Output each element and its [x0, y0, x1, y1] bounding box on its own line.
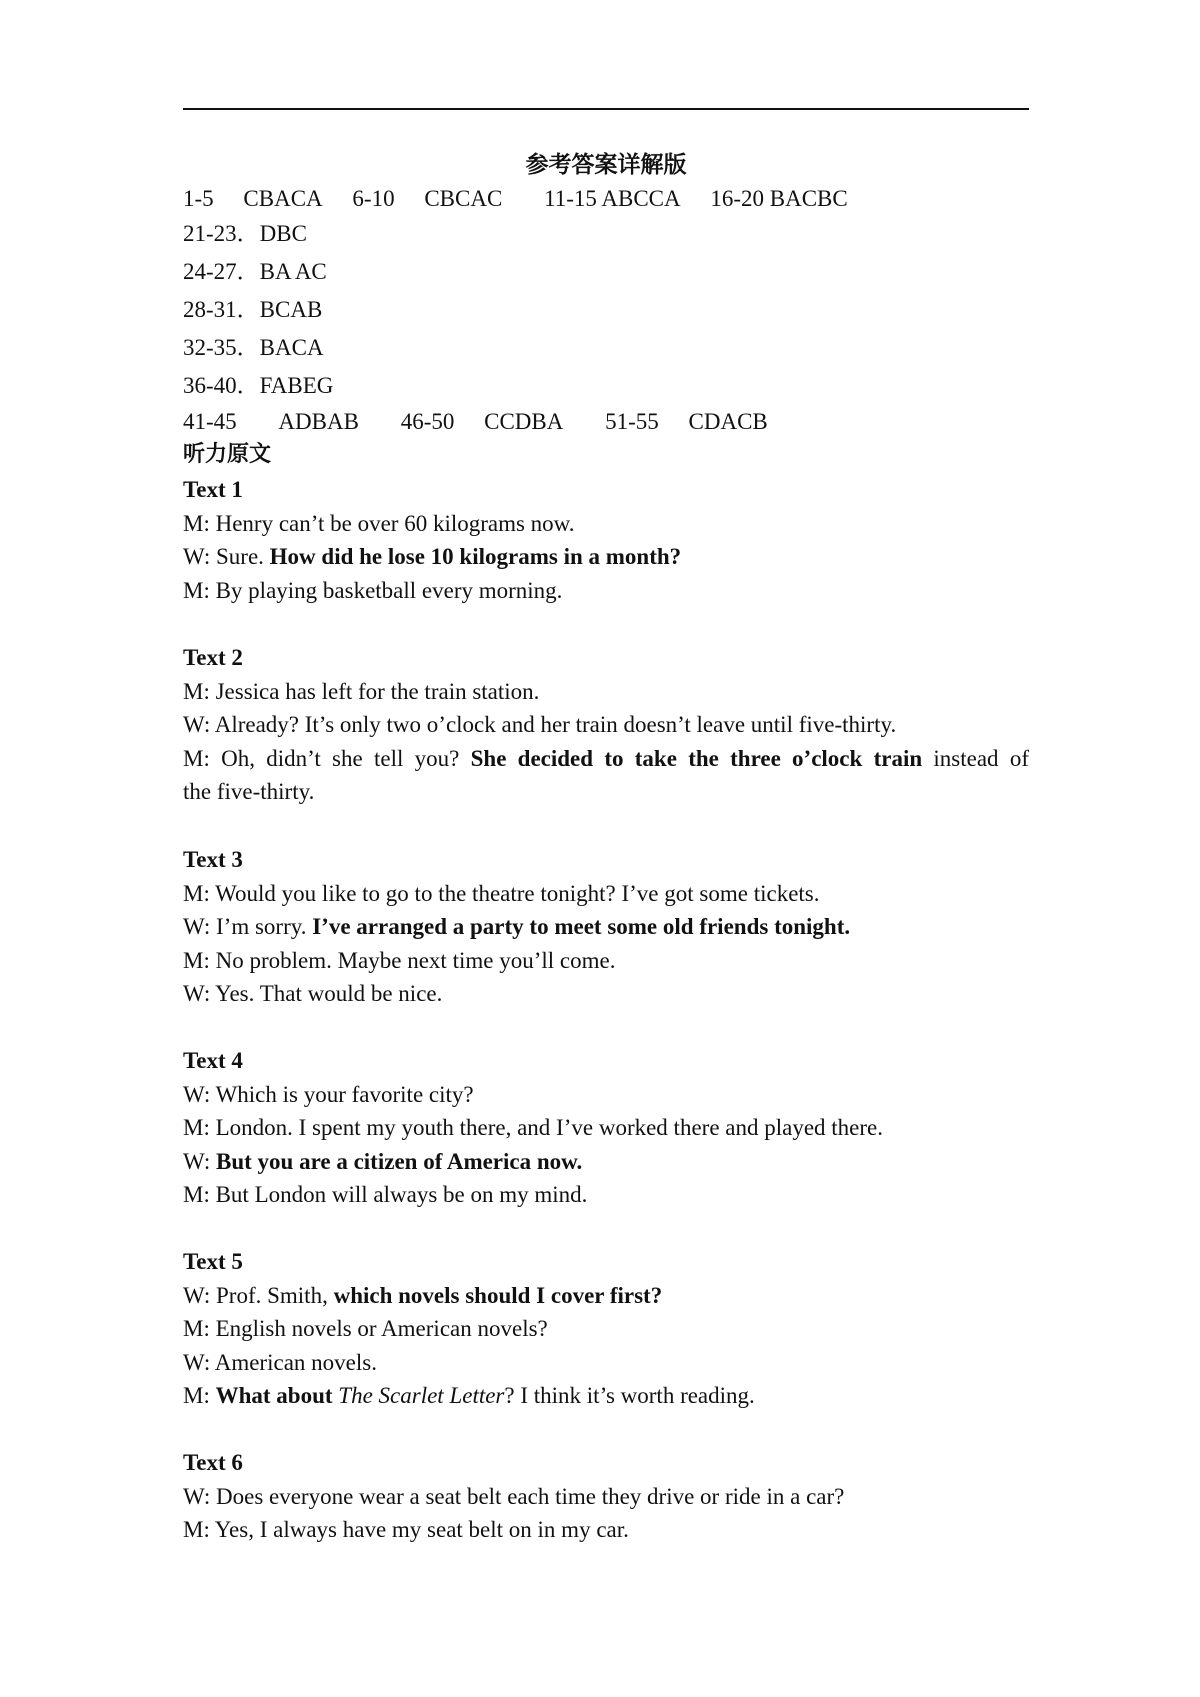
dialogue-text: M: London. I spent my youth there, and I’ve worked there and played there. [183, 1115, 884, 1141]
emphasized-text: What about [215, 1383, 339, 1409]
emphasized-text: She decided to take the three o’clock train [470, 745, 923, 771]
dialogue-line [183, 879, 820, 909]
dialogue-line [183, 542, 681, 572]
dialogue-line [183, 1080, 474, 1110]
text-heading: Text 1 [183, 477, 243, 502]
dialogue-text: W: Yes. That would be nice. [183, 981, 443, 1007]
answer-key: CCDBA [484, 409, 564, 434]
answer-row-6: 36-40．FABEG [183, 373, 334, 398]
dialogue-text: M: English novels or American novels? [183, 1316, 548, 1342]
dialogue-line [183, 1281, 662, 1311]
answer-row-2: 21-23．DBC [183, 221, 307, 246]
listening-heading: 听力原文 [183, 442, 272, 467]
emphasized-text: But you are a citizen of America now. [216, 1148, 583, 1174]
text-heading: Text 5 [183, 1249, 243, 1274]
dialogue-text: M: Henry can’t be over 60 kilograms now. [183, 510, 575, 536]
dialogue-line [183, 1348, 377, 1378]
answer-range: 6-10 [352, 186, 395, 211]
dialogue-text: W: Does everyone wear a seat belt each time they drive or ride in a car? [183, 1483, 845, 1509]
dialogue-text: M: Oh, didn’t she tell you? [183, 745, 471, 771]
dialogue-text: M: But London will always be on my mind. [183, 1182, 588, 1208]
answer-key: CBACA [243, 186, 323, 211]
dialogue-line [183, 777, 314, 807]
answer-row-3: 24-27．BA AC [183, 259, 327, 284]
answer-key: ADBAB [278, 409, 359, 434]
dialogue-line [183, 979, 442, 1009]
dialogue-line [183, 1180, 587, 1210]
emphasized-text: I’ve arranged a party to meet some old friends tonight. [312, 914, 851, 940]
dialogue-text: W: American novels. [183, 1349, 377, 1375]
answer-row-5: 32-35．BACA [183, 335, 324, 360]
answer-range: 51-55 [605, 409, 659, 434]
dialogue-line [183, 912, 850, 942]
answer-range: 46-50 [400, 409, 455, 434]
dialogue-text: M: [183, 1383, 216, 1409]
emphasized-text: How did he lose 10 kilograms in a month? [269, 544, 682, 570]
dialogue-text: the five-thirty. [183, 779, 315, 805]
text-heading: Text 3 [183, 847, 243, 872]
dialogue-line [183, 1314, 548, 1344]
answer-key: 11-15 ABCCA [544, 186, 681, 211]
dialogue-text: W: Sure. [183, 544, 270, 570]
dialogue-line [183, 710, 896, 740]
answer-range: 41-45 [183, 409, 237, 434]
dialogue-text: M: By playing basketball every morning. [183, 577, 563, 603]
dialogue-text: ? I think it’s worth reading. [504, 1383, 755, 1409]
dialogue-line [183, 744, 1029, 774]
answer-row-7 [183, 407, 768, 437]
dialogue-text: instead of [922, 745, 1029, 771]
dialogue-line [183, 1113, 883, 1143]
answer-row-1 [183, 184, 848, 214]
text-heading: Text 2 [183, 645, 243, 670]
dialogue-text: W: Already? It’s only two o’clock and her train doesn’t leave until five-thirty. [183, 712, 897, 738]
text-heading: Text 4 [183, 1048, 243, 1073]
dialogue-text: W: Prof. Smith, [183, 1282, 334, 1308]
answer-key: 16-20 BACBC [710, 186, 848, 211]
answer-key: CDACB [688, 409, 768, 434]
dialogue-line [183, 576, 562, 606]
dialogue-text: W: Which is your favorite city? [183, 1081, 474, 1107]
dialogue-line [183, 1381, 755, 1411]
dialogue-line [183, 1147, 582, 1177]
dialogue-text: M: Would you like to go to the theatre tonight? I’ve got some tickets. [183, 880, 820, 906]
page-title: 参考答案详解版 [525, 151, 687, 178]
answer-key: CBCAC [424, 186, 503, 211]
answer-range: 1-5 [183, 186, 214, 211]
dialogue-line [183, 1515, 629, 1545]
text-heading: Text 6 [183, 1450, 243, 1475]
dialogue-text: M: Yes, I always have my seat belt on in my car. [183, 1517, 629, 1543]
dialogue-line [183, 509, 575, 539]
dialogue-text: M: Jessica has left for the train station. [183, 678, 540, 704]
dialogue-text: W: [183, 1148, 216, 1174]
dialogue-line [183, 677, 539, 707]
dialogue-line [183, 1482, 844, 1512]
answer-row-4: 28-31．BCAB [183, 297, 323, 322]
emphasized-text: which novels should I cover first? [333, 1282, 663, 1308]
italic-title: The Scarlet Letter [338, 1383, 505, 1409]
header-rule [183, 108, 1029, 110]
dialogue-text: W: I’m sorry. [183, 914, 313, 940]
dialogue-line [183, 946, 615, 976]
dialogue-text: M: No problem. Maybe next time you’ll come. [183, 947, 616, 973]
